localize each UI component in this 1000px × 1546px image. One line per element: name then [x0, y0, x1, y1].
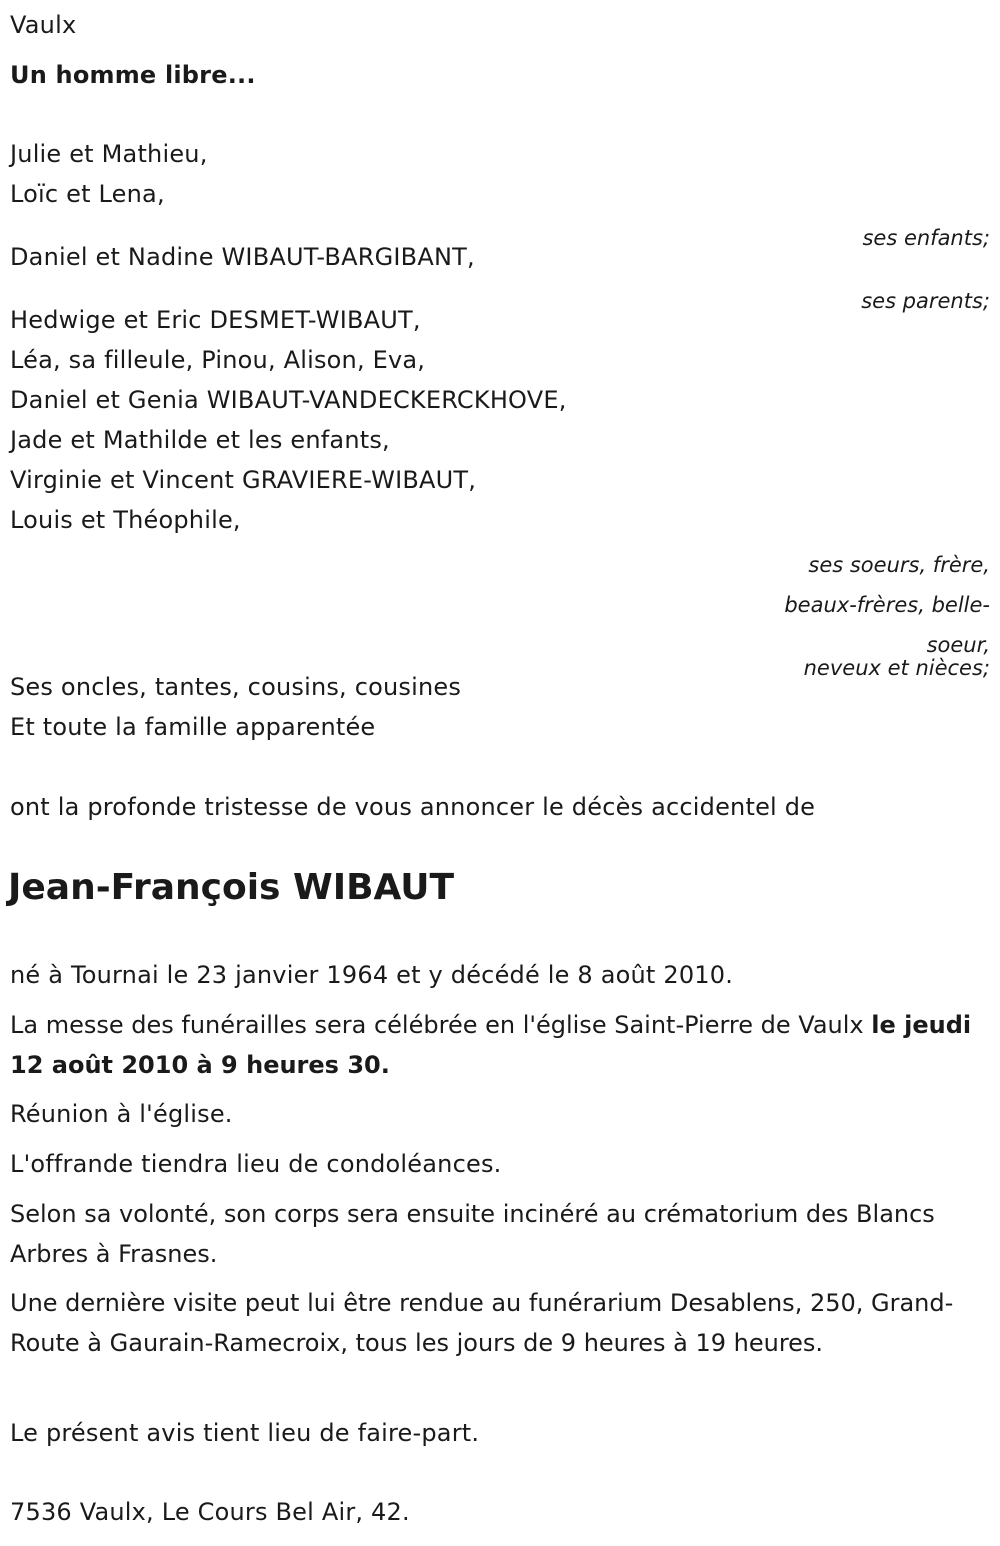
extended-family-line-1: Ses oncles, tantes, cousins, cousines	[10, 673, 462, 701]
siblings-line-1: Hedwige et Eric DESMET-WIBAUT,	[10, 306, 421, 334]
birth-death-line: né à Tournai le 23 janvier 1964 et y décédé le 8 août 2010.	[10, 961, 734, 989]
children-line-1: Julie et Mathieu,	[10, 140, 208, 168]
siblings-line-3: Daniel et Genia WIBAUT-VANDECKERCKHOVE,	[10, 386, 567, 414]
siblings-role-line-3: soeur,	[926, 633, 990, 657]
address-line: 7536 Vaulx, Le Cours Bel Air, 42.	[10, 1498, 410, 1526]
visit-paragraph: Une dernière visite peut lui être rendue au funérarium Desablens, 250, Grand-Route à Gaurain-Ramecroix, tous les jours de 9 heures à 19 heures.	[10, 1289, 954, 1357]
siblings-line-4: Jade et Mathilde et les enfants,	[10, 426, 390, 454]
funeral-mass-intro: La messe des funérailles sera célébrée en l'église Saint-Pierre de Vaulx	[10, 1011, 872, 1039]
parents-line: Daniel et Nadine WIBAUT-BARGIBANT,	[10, 243, 475, 271]
siblings-line-2: Léa, sa filleule, Pinou, Alison, Eva,	[10, 346, 426, 374]
notice-line: Le présent avis tient lieu de faire-part.	[10, 1419, 480, 1447]
cremation-paragraph: Selon sa volonté, son corps sera ensuite incinéré au crématorium des Blancs Arbres à Frasnes.	[10, 1200, 935, 1268]
siblings-line-5: Virginie et Vincent GRAVIERE-WIBAUT,	[10, 466, 477, 494]
funeral-mass-date: le jeudi 12 août 2010 à 9 heures 30.	[10, 1011, 972, 1079]
siblings-role-line-2: beaux-frères, belle-	[784, 593, 990, 617]
meeting-line: Réunion à l'église.	[10, 1100, 233, 1128]
siblings-role-line-1: ses soeurs, frère,	[808, 553, 990, 577]
offering-line: L'offrande tiendra lieu de condoléances.	[10, 1150, 502, 1178]
announcement-text: ont la profonde tristesse de vous annoncer le décès accidentel de	[10, 793, 816, 821]
siblings-line-6: Louis et Théophile,	[10, 506, 241, 534]
siblings-role-line-4: neveux et nièces;	[803, 656, 990, 680]
children-role: ses enfants;	[862, 226, 990, 250]
deceased-name: Jean-François WIBAUT	[8, 867, 455, 908]
parents-role: ses parents;	[861, 289, 990, 313]
funeral-mass-paragraph	[10, 1005, 985, 1085]
location-label: Vaulx	[10, 11, 77, 39]
headline: Un homme libre...	[10, 61, 256, 89]
children-line-2: Loïc et Lena,	[10, 180, 165, 208]
extended-family-line-2: Et toute la famille apparentée	[10, 713, 376, 741]
